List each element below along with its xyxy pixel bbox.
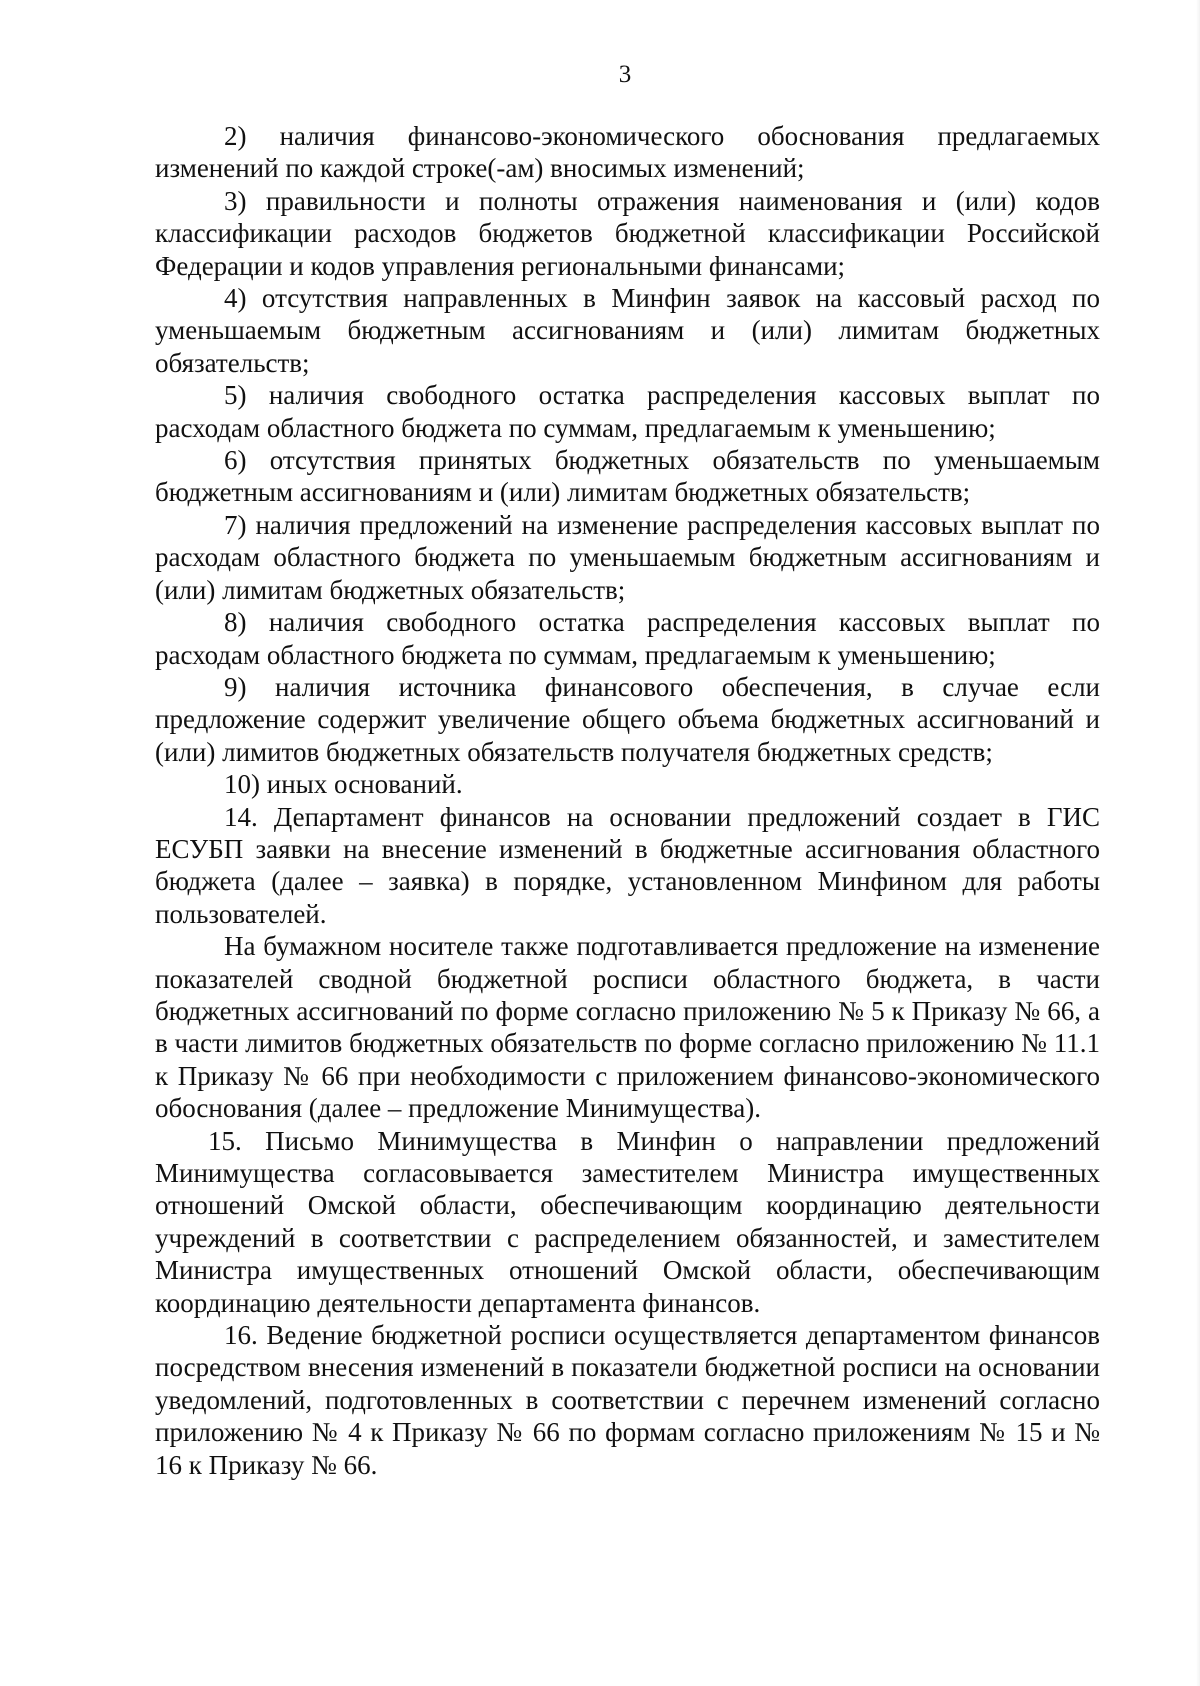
list-item-5: 5) наличия свободного остатка распределения кассовых выплат по расходам областного бюджета по суммам, предлагаемым к уменьшению;: [155, 380, 1100, 443]
list-item-2: 2) наличия финансово-экономического обоснования предлагаемых изменений по каждой строке(-ам) вносимых изменений;: [155, 121, 1100, 184]
document-body: [155, 120, 1100, 1481]
scan-edge-shadow: [1196, 0, 1200, 1686]
list-item-7: 7) наличия предложений на изменение распределения кассовых выплат по расходам областного бюджета по уменьшаемым бюджетным ассигнованиям и (или) лимитам бюджетных обязательств;: [155, 509, 1100, 605]
paragraph-15: 15. Письмо Минимущества в Минфин о направлении предложений Минимущества согласовывается заместителем Министра имущественных отношений Омской области, обеспечивающим координацию деятельности учреждений в соответствии с распределением обязанностей, и заместителем Министра имущественных отношений Омской области, обеспечивающим координацию деятельности департамента финансов.: [155, 1125, 1100, 1318]
paragraph-14: 14. Департамент финансов на основании предложений создает в ГИС ЕСУБП заявки на внесение изменений в бюджетные ассигнования областного бюджета (далее – заявка) в порядке, установленном Минфином для работы пользователей.: [155, 801, 1100, 929]
list-item-4: 4) отсутствия направленных в Минфин заявок на кассовый расход по уменьшаемым бюджетным ассигнованиям и (или) лимитам бюджетных обязательств;: [155, 283, 1100, 378]
list-item-10: 10) иных оснований.: [224, 769, 463, 800]
list-item-6: 6) отсутствия принятых бюджетных обязательств по уменьшаемым бюджетным ассигнованиям и (или) лимитам бюджетных обязательств;: [155, 445, 1100, 508]
list-item-8: 8) наличия свободного остатка распределения кассовых выплат по расходам областного бюджета по суммам, предлагаемым к уменьшению;: [155, 607, 1100, 670]
paragraph-14-paper-copy: На бумажном носителе также подготавливается предложение на изменение показателей сводной бюджетной росписи областного бюджета, в части бюджетных ассигнований по форме согласно приложению № 5 к Приказу № 66, а в части лимитов бюджетных обязательств по форме согласно приложению № 11.1 к Приказу № 66 при необходимости с приложением финансово-экономического обоснования (далее – предложение Минимущества).: [155, 931, 1100, 1124]
page-number: 3: [618, 61, 632, 88]
paragraph-16: 16. Ведение бюджетной росписи осуществляется департаментом финансов посредством внесения изменений в показатели бюджетной росписи на основании уведомлений, подготовленных в соответствии с перечнем изменений согласно приложению № 4 к Приказу № 66 по формам согласно приложениям № 15 и № 16 к Приказу № 66.: [155, 1320, 1100, 1480]
list-item-9: 9) наличия источника финансового обеспечения, в случае если предложение содержит увеличение общего объема бюджетных ассигнований и (или) лимитов бюджетных обязательств получателя бюджетных средств;: [155, 671, 1100, 767]
list-item-3: 3) правильности и полноты отражения наименования и (или) кодов классификации расходов бюджетов бюджетной классификации Российской Федерации и кодов управления региональными финансами;: [155, 185, 1100, 281]
